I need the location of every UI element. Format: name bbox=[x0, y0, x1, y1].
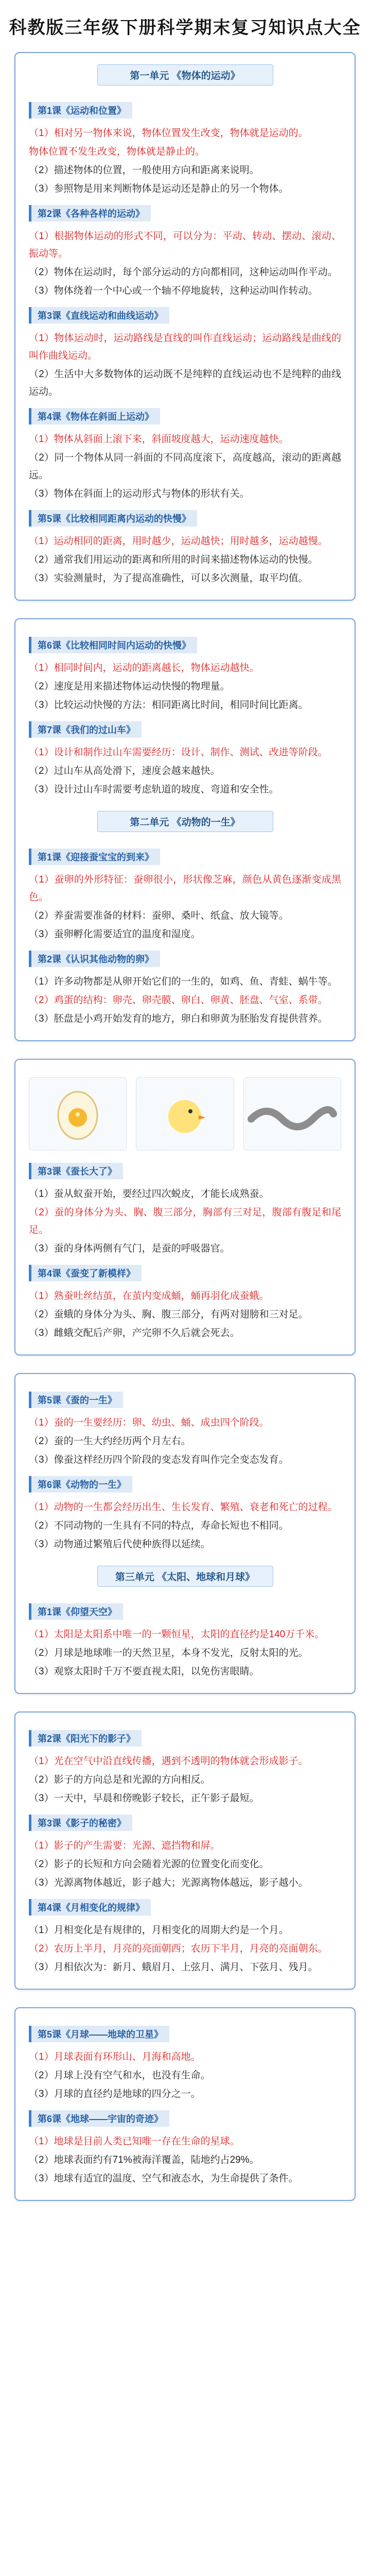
text-line: （1）物体运动时，运动路线是直线的叫作直线运动；运动路线是曲线的叫作曲线运动。 bbox=[29, 333, 341, 361]
text-line: （3）雌蛾交配后产卵，产完卵不久后就会死去。 bbox=[29, 1328, 240, 1338]
chick-diagram bbox=[136, 1077, 234, 1150]
section-heading: 第2课《认识其他动物的卵》 bbox=[29, 951, 160, 967]
text-line: （1）运动相同的距离，用时越少，运动越快；用时越多，运动越慢。 bbox=[29, 536, 328, 547]
section-heading: 第6课《比较相同时间内运动的快慢》 bbox=[29, 637, 197, 653]
text-line: （1）动物的一生都会经历出生、生长发育、繁殖、衰老和死亡的过程。 bbox=[29, 1502, 338, 1513]
text-line: （1）地球是目前人类已知唯一存在生命的星球。 bbox=[29, 2136, 240, 2147]
text-line: （2）养蚕需要准备的材料：蚕卵、桑叶、纸盒、放大镜等。 bbox=[29, 910, 289, 921]
text-line: （2）速度是用来描述物体运动快慢的物理量。 bbox=[29, 681, 230, 692]
unit-card-2b bbox=[14, 1373, 356, 1694]
text-line: （2）不同动物的一生具有不同的特点，寿命长短也不相同。 bbox=[29, 1520, 289, 1531]
section-heading: 第5课《比较相同距离内运动的快慢》 bbox=[29, 510, 197, 527]
unit-label: 第一单元 《物体的运动》 bbox=[97, 64, 273, 86]
text-line: （1）蚕从蚁蚕开始，要经过四次蜕皮，才能长成熟蚕。 bbox=[29, 1189, 269, 1199]
text-line: （2）月球是地球唯一的天然卫星，本身不发光，反射太阳的光。 bbox=[29, 1648, 308, 1658]
section-heading: 第6课《动物的一生》 bbox=[29, 1476, 132, 1493]
section-heading: 第1课《仰望天空》 bbox=[29, 1603, 123, 1620]
section-heading: 第3课《蚕长大了》 bbox=[29, 1163, 123, 1179]
text-line: （2）农历上半月，月亮的亮面朝西；农历下半月，月亮的亮面朝东。 bbox=[29, 1943, 328, 1954]
text-line: （1）蚕的一生要经历：卵、幼虫、蛹、成虫四个阶段。 bbox=[29, 1417, 269, 1428]
text-line: （1）根据物体运动的形式不同，可以分为：平动、转动、摆动、滚动、振动等。 bbox=[29, 231, 341, 259]
section bbox=[29, 1724, 341, 1807]
section bbox=[29, 715, 341, 799]
text-line: （2）过山车从高处滑下，速度会越来越快。 bbox=[29, 766, 220, 776]
section bbox=[29, 2020, 341, 2103]
unit-card-3b bbox=[14, 2007, 356, 2201]
section bbox=[29, 1157, 341, 1258]
section bbox=[29, 944, 341, 1028]
section bbox=[29, 199, 341, 300]
text-line: （3）比较运动快慢的方法：相同距离比时间，相同时间比距离。 bbox=[29, 700, 308, 710]
text-line: （3）观察太阳时千万不要直视太阳，以免伤害眼睛。 bbox=[29, 1666, 259, 1677]
text-line: （2）同一个物体从同一斜面的不同高度滚下，高度越高，滚动的距离越远。 bbox=[29, 452, 341, 481]
text-line: （3）蚕的身体两侧有气门，是蚕的呼吸器官。 bbox=[29, 1243, 230, 1254]
text-line: （3）地球有适宜的温度、空气和液态水，为生命提供了条件。 bbox=[29, 2173, 298, 2184]
section-heading: 第5课《月球——地球的卫星》 bbox=[29, 2026, 169, 2042]
section bbox=[29, 1597, 341, 1681]
section bbox=[29, 1470, 341, 1553]
text-line: （1）物体从斜面上滚下来，斜面坡度越大，运动速度越快。 bbox=[29, 434, 289, 445]
section bbox=[29, 96, 341, 198]
text-line: （3）月相依次为：新月、蛾眉月、上弦月、满月、下弦月、残月。 bbox=[29, 1962, 318, 1973]
section-heading: 第7课《我们的过山车》 bbox=[29, 721, 142, 738]
egg-icon bbox=[49, 1086, 106, 1142]
silkworm-icon bbox=[246, 1093, 339, 1134]
text-line: （2）鸡蛋的结构：卵壳、卵壳膜、卵白、卵黄、胚盘、气室、系带。 bbox=[29, 995, 328, 1006]
section-heading: 第6课《地球——宇宙的奇迹》 bbox=[29, 2110, 169, 2127]
text-line: （3）蚕卵孵化需要适宜的温度和湿度。 bbox=[29, 929, 201, 940]
section bbox=[29, 402, 341, 503]
section-heading: 第4课《月相变化的规律》 bbox=[29, 1899, 151, 1916]
section bbox=[29, 1385, 341, 1469]
text-line: （3）月球的直径约是地球的四分之一。 bbox=[29, 2089, 201, 2099]
text-line: （3）光源离物体越近，影子越大；光源离物体越远，影子越小。 bbox=[29, 1877, 308, 1888]
section-heading: 第5课《蚕的一生》 bbox=[29, 1392, 123, 1408]
section bbox=[29, 631, 341, 714]
text-line: （2）蚕蛾的身体分为头、胸、腹三部分，有两对翅膀和三对足。 bbox=[29, 1309, 308, 1320]
text-line: （1）光在空气中沿直线传播，遇到不透明的物体就会形成影子。 bbox=[29, 1756, 308, 1767]
text-line: （3）物体绕着一个中心或一个轴不停地旋转，这种运动叫作转动。 bbox=[29, 285, 318, 296]
unit-card-1b bbox=[14, 618, 356, 1041]
section-heading: 第3课《直线运动和曲线运动》 bbox=[29, 307, 169, 324]
text-line: （1）熟蚕吐丝结茧，在茧内变成蛹，蛹再羽化成蚕蛾。 bbox=[29, 1291, 269, 1301]
section bbox=[29, 301, 341, 401]
text-line: （3）物体在斜面上的运动形式与物体的形状有关。 bbox=[29, 488, 250, 499]
unit-card-3 bbox=[14, 1711, 356, 1990]
text-line: （3）像蚕这样经历四个阶段的变态发育叫作完全变态发育。 bbox=[29, 1454, 289, 1465]
section-heading: 第2课《各种各样的运动》 bbox=[29, 205, 151, 222]
text-line: （1）蚕卵的外形特征：蚕卵很小，形状像芝麻，颜色从黄色逐渐变成黑色。 bbox=[29, 874, 341, 903]
section bbox=[29, 1808, 341, 1892]
unit-label: 第二单元 《动物的一生》 bbox=[97, 811, 273, 832]
text-line: （1）相同时间内，运动的距离越长，物体运动越快。 bbox=[29, 663, 259, 673]
text-line: （2）通常我们用运动的距离和所用的时间来描述物体运动的快慢。 bbox=[29, 554, 318, 565]
text-line: （2）蚕的身体分为头、胸、腹三部分，胸部有三对足，腹部有腹足和尾足。 bbox=[29, 1207, 341, 1235]
unit-card-2 bbox=[14, 1059, 356, 1355]
text-line: 物体位置不发生改变，物体就是静止的。 bbox=[29, 146, 205, 157]
text-line: （1）许多动物都是从卵开始它们的一生的，如鸡、鱼、青蛙、蜗牛等。 bbox=[29, 976, 338, 987]
text-line: （1）月相变化是有规律的，月相变化的周期大约是一个月。 bbox=[29, 1925, 289, 1936]
text-line: （1）月球表面有环形山、月海和高地。 bbox=[29, 2052, 201, 2062]
text-line: （3）一天中，早晨和傍晚影子较长，正午影子最短。 bbox=[29, 1793, 259, 1804]
text-line: （2）物体在运动时，每个部分运动的方向都相同，这种运动叫作平动。 bbox=[29, 267, 338, 278]
silkworm-diagram bbox=[243, 1077, 341, 1150]
egg-diagram-row bbox=[29, 1077, 341, 1150]
text-line: （3）参照物是用来判断物体是运动还是静止的另一个物体。 bbox=[29, 183, 289, 194]
text-line: （2）影子的长短和方向会随着光源的位置变化而变化。 bbox=[29, 1859, 269, 1870]
text-line: （2）蚕的一生大约经历两个月左右。 bbox=[29, 1436, 191, 1447]
section bbox=[29, 1893, 341, 1976]
section-heading: 第4课《蚕变了新模样》 bbox=[29, 1265, 142, 1281]
section-heading: 第1课《迎接蚕宝宝的到来》 bbox=[29, 849, 160, 865]
text-line: （2）影子的方向总是和光源的方向相反。 bbox=[29, 1774, 210, 1785]
egg-diagram bbox=[29, 1077, 127, 1150]
text-line: （3）胚盘是小鸡开始发育的地方，卵白和卵黄为胚胎发育提供营养。 bbox=[29, 1013, 328, 1024]
text-line: （3）动物通过繁殖后代使种族得以延续。 bbox=[29, 1539, 210, 1550]
text-line: （2）生活中大多数物体的运动既不是纯粹的直线运动也不是纯粹的曲线运动。 bbox=[29, 369, 341, 397]
text-line: （1）设计和制作过山车需要经历：设计、制作、测试、改进等阶段。 bbox=[29, 747, 328, 758]
text-line: （1）影子的产生需要：光源、遮挡物和屏。 bbox=[29, 1840, 220, 1851]
text-line: （2）月球上没有空气和水，也没有生命。 bbox=[29, 2070, 210, 2081]
text-line: （2）地球表面约有71%被海洋覆盖，陆地约占29%。 bbox=[29, 2155, 259, 2165]
section-heading: 第2课《阳光下的影子》 bbox=[29, 1730, 142, 1747]
text-line: （3）设计过山车时需要考虑轨道的坡度、弯道和安全性。 bbox=[29, 784, 279, 795]
section-heading: 第3课《影子的秘密》 bbox=[29, 1815, 132, 1831]
text-line: （1）太阳是太阳系中唯一的一颗恒星，太阳的直径约是140万千米。 bbox=[29, 1629, 325, 1640]
chick-icon bbox=[156, 1086, 213, 1142]
section bbox=[29, 842, 341, 943]
text-line: （3）实验测量时，为了提高准确性，可以多次测量，取平均值。 bbox=[29, 573, 308, 584]
section-heading: 第1课《运动和位置》 bbox=[29, 102, 132, 118]
unit-card-1 bbox=[14, 52, 356, 601]
text-line: （1）相对另一物体来说，物体位置发生改变，物体就是运动的。 bbox=[29, 128, 308, 139]
page-title: 科教版三年级下册科学期末复习知识点大全 bbox=[9, 18, 361, 38]
unit-label: 第三单元 《太阳、地球和月球》 bbox=[97, 1566, 273, 1587]
section-heading: 第4课《物体在斜面上运动》 bbox=[29, 408, 160, 425]
text-line: （2）描述物体的位置，一般使用方向和距离来说明。 bbox=[29, 165, 259, 176]
section bbox=[29, 1259, 341, 1342]
section bbox=[29, 504, 341, 587]
section bbox=[29, 2104, 341, 2188]
